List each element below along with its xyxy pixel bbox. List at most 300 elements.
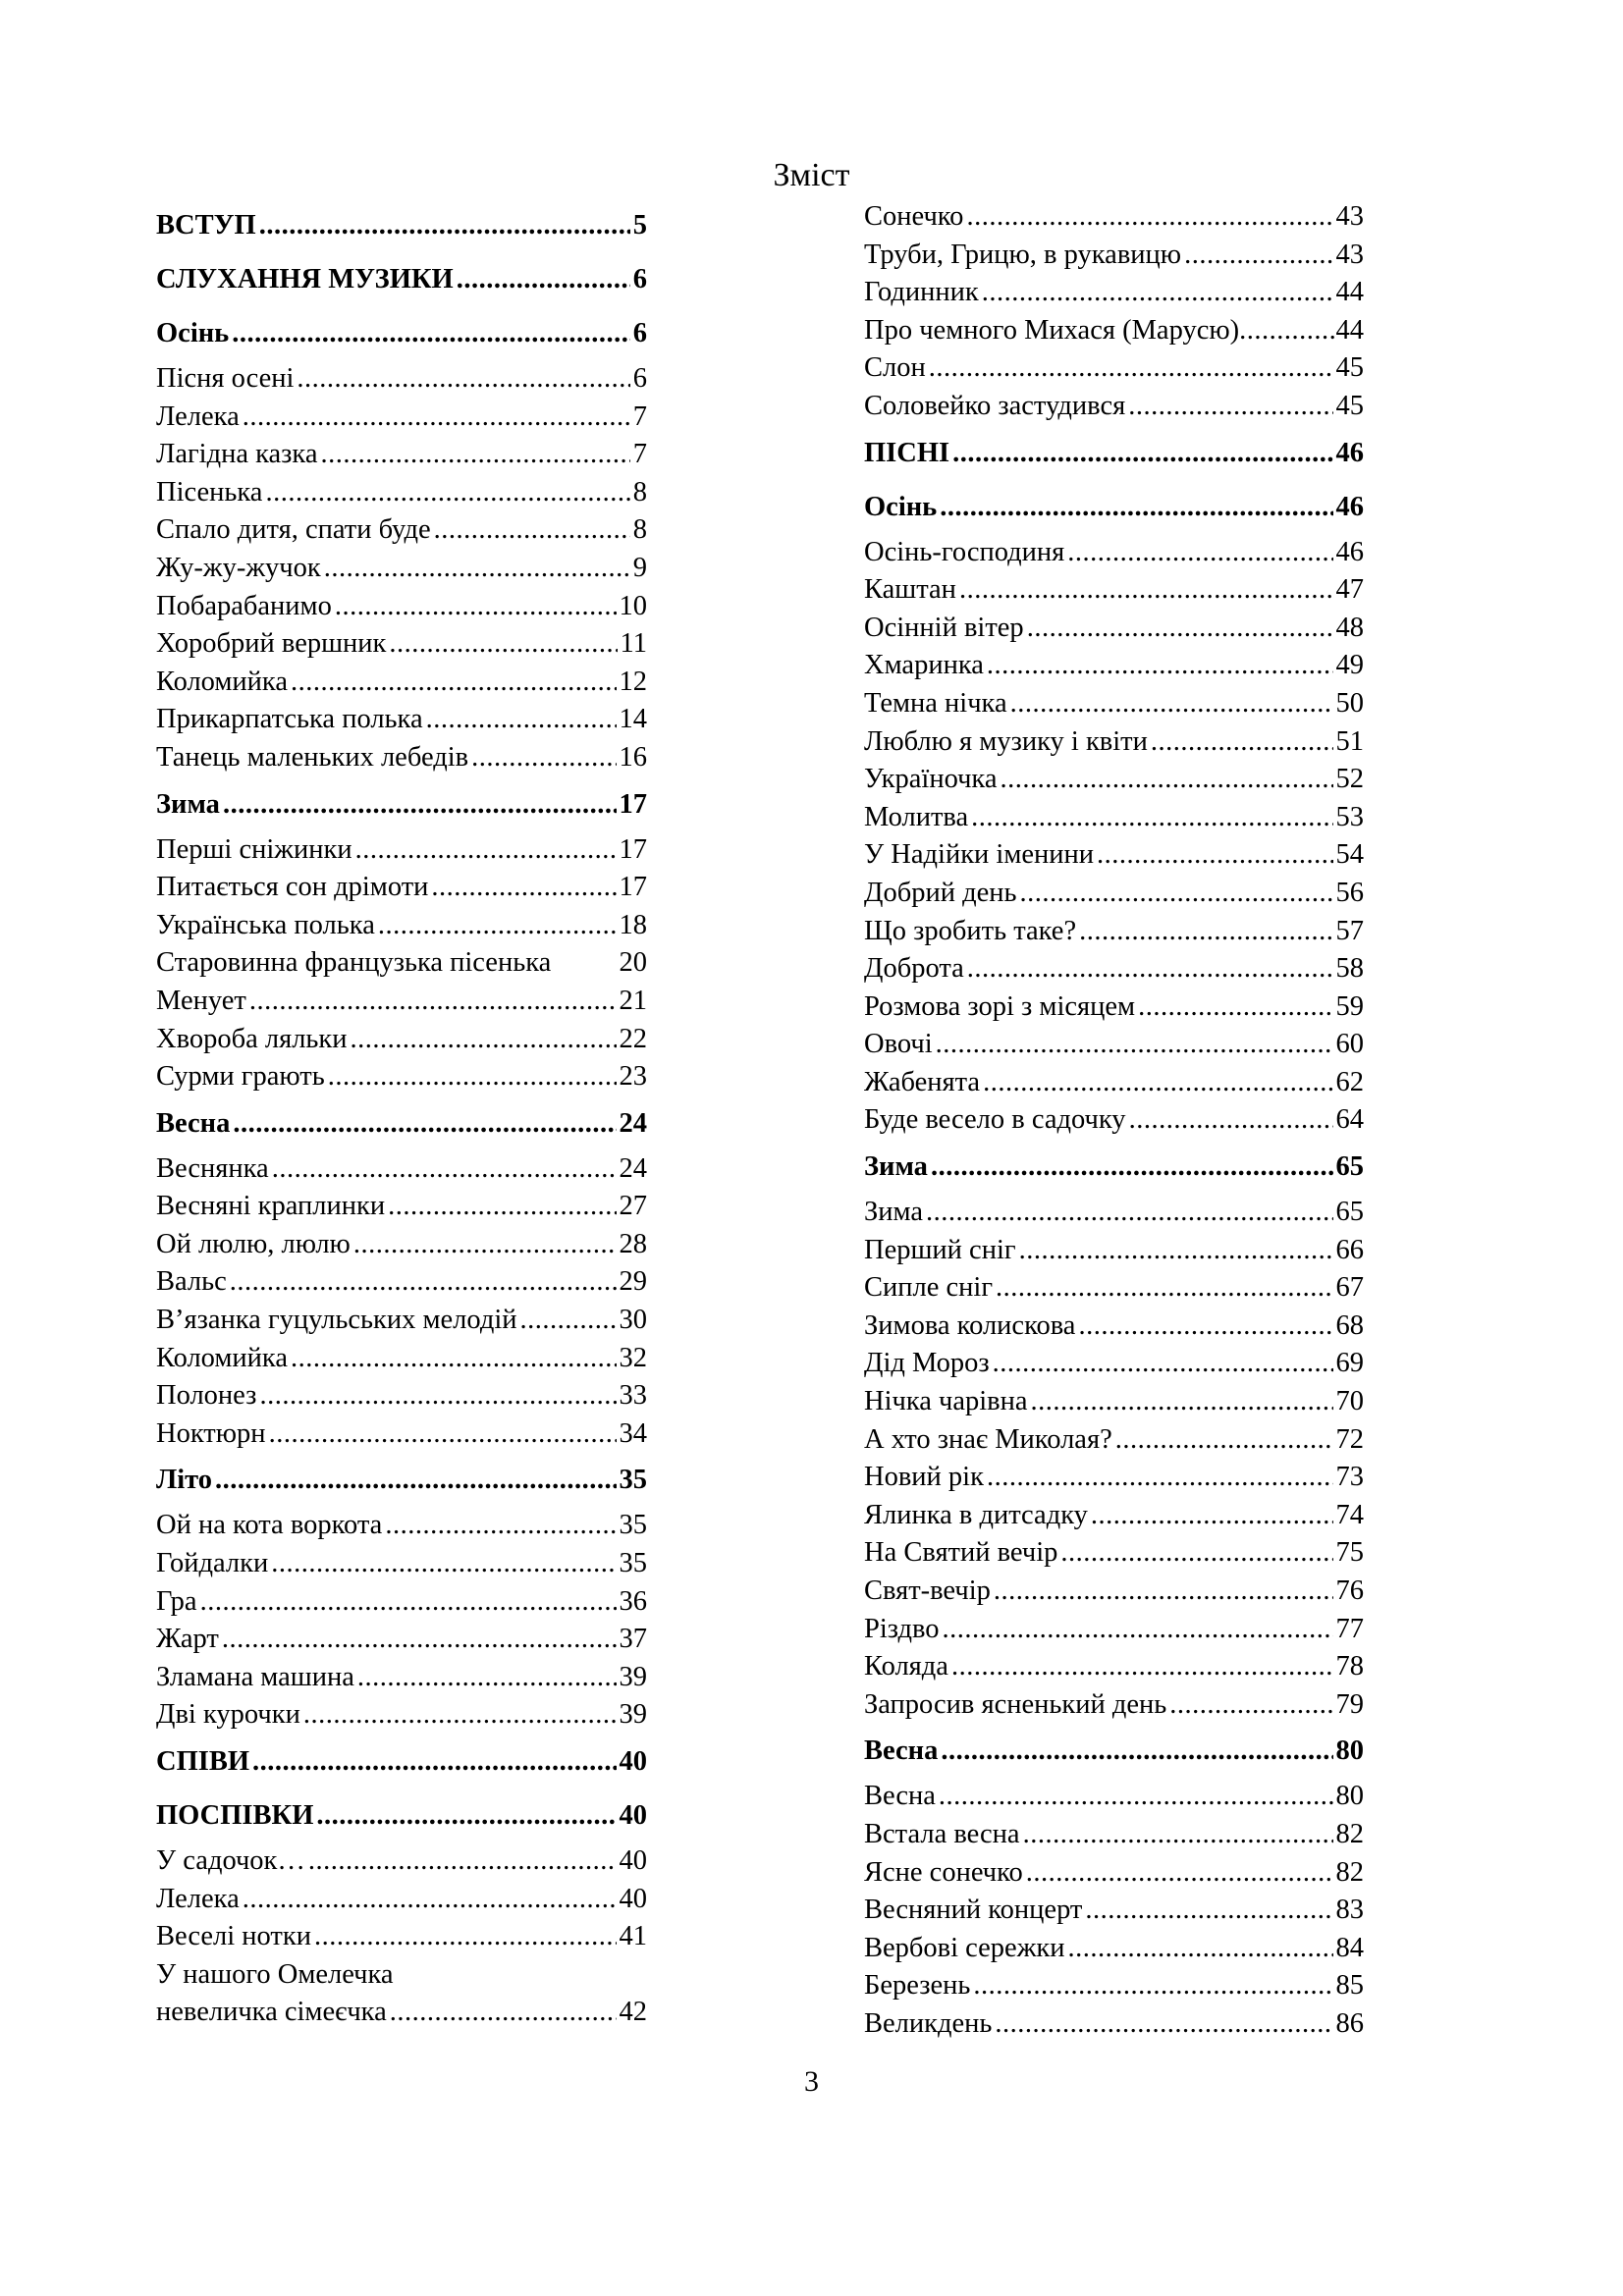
toc-entry-title: Молитва	[864, 801, 969, 832]
toc-section-heading[interactable]	[156, 1096, 647, 1150]
toc-entry-title: Дві курочки	[156, 1699, 300, 1731]
toc-entry-title: Хвороба ляльки	[156, 1023, 348, 1054]
toc-entry-page: 28	[619, 1228, 647, 1259]
toc-entry-page: 42	[619, 1997, 647, 2028]
toc-leader-dots	[1068, 1930, 1333, 1968]
toc-leader-dots	[1169, 1686, 1332, 1725]
toc-leader-dots	[272, 1150, 617, 1189]
toc-entry[interactable]	[864, 1232, 1364, 1270]
toc-entry-page: 50	[1335, 687, 1364, 719]
toc-leader-dots	[931, 1140, 1333, 1194]
toc-entry[interactable]	[156, 869, 647, 907]
toc-entry[interactable]	[864, 610, 1364, 648]
toc-section-heading[interactable]	[156, 198, 647, 252]
toc-entry-title: Ялинка в дитсадку	[864, 1499, 1088, 1530]
toc-leader-dots	[314, 1918, 617, 1956]
toc-entry[interactable]	[864, 1573, 1364, 1611]
toc-entry-title: Осінь	[864, 491, 938, 522]
toc-entry-page: 35	[619, 1510, 647, 1541]
toc-entry-page: 66	[1335, 1234, 1364, 1265]
toc-entry[interactable]	[156, 436, 647, 474]
toc-entry[interactable]	[864, 1686, 1364, 1725]
toc-entry-title: Зимова колискова	[864, 1309, 1076, 1341]
toc-section-heading[interactable]	[864, 426, 1364, 480]
toc-entry-title: Труби, Грицю, в рукавицю	[864, 239, 1182, 270]
toc-leader-dots	[357, 1659, 617, 1697]
toc-entry-page: 22	[619, 1023, 647, 1054]
toc-leader-dots	[426, 701, 617, 739]
toc-entry-title: Осінь-господиня	[864, 536, 1065, 567]
toc-leader-dots	[222, 1621, 617, 1659]
toc-entry[interactable]	[156, 1340, 647, 1378]
toc-entry[interactable]	[864, 1816, 1364, 1854]
toc-leader-dots	[983, 1064, 1332, 1102]
toc-entry[interactable]	[156, 1583, 647, 1622]
toc-section-heading[interactable]	[864, 1140, 1364, 1194]
toc-entry-page: 62	[1335, 1066, 1364, 1097]
toc-entry-page: 29	[619, 1266, 647, 1298]
toc-leader-dots	[1010, 685, 1333, 723]
toc-entry-title: ПОСПІВКИ	[156, 1800, 314, 1831]
toc-entry[interactable]	[156, 550, 647, 588]
toc-leader-dots	[328, 1058, 617, 1096]
toc-entry[interactable]	[864, 875, 1364, 913]
toc-entry-page: 65	[1335, 1197, 1364, 1228]
toc-entry-title: Лагідна казка	[156, 439, 318, 470]
toc-entry[interactable]	[864, 1064, 1364, 1102]
toc-entry[interactable]	[156, 1058, 647, 1096]
toc-entry[interactable]	[156, 944, 647, 983]
toc-leader-dots	[249, 983, 617, 1021]
toc-entry[interactable]	[864, 274, 1364, 312]
toc-entry-title: Вальс	[156, 1266, 227, 1298]
toc-entry[interactable]	[156, 1696, 647, 1735]
toc-entry-title: А хто знає Миколая?	[864, 1423, 1112, 1455]
toc-leader-dots	[434, 511, 630, 550]
toc-section-heading[interactable]	[156, 777, 647, 831]
toc-entry[interactable]	[156, 739, 647, 777]
toc-entry-page: 40	[619, 1845, 647, 1876]
toc-entry-page: 6	[632, 264, 647, 294]
toc-entry-page: 74	[1335, 1499, 1364, 1530]
toc-entry[interactable]	[156, 1918, 647, 1956]
toc-entry[interactable]	[864, 1930, 1364, 1968]
toc-entry-page: 14	[619, 704, 647, 735]
toc-leader-dots	[316, 1789, 616, 1842]
toc-entry[interactable]	[156, 664, 647, 702]
toc-leader-dots	[1151, 723, 1333, 762]
toc-section-heading[interactable]	[864, 1724, 1364, 1778]
toc-entry[interactable]	[864, 799, 1364, 837]
toc-entry-page: 86	[1335, 2007, 1364, 2039]
toc-leader-dots	[1129, 1101, 1333, 1140]
toc-column-left	[156, 198, 647, 2032]
toc-entry-page: 82	[1335, 1856, 1364, 1888]
toc-entry-title: У садочок…	[156, 1845, 305, 1876]
toc-leader-dots	[1239, 312, 1335, 350]
toc-entry-page: 75	[1335, 1537, 1364, 1569]
toc-entry-page: 40	[619, 1800, 647, 1831]
toc-entry-page: 83	[1335, 1895, 1364, 1926]
toc-entry-page: 43	[1335, 201, 1364, 232]
toc-entry-page: 5	[632, 210, 647, 240]
toc-leader-dots	[351, 1021, 617, 1059]
toc-entry-title: Весняні краплинки	[156, 1191, 386, 1222]
toc-leader-dots	[324, 550, 630, 588]
toc-leader-dots	[378, 907, 617, 945]
toc-entry-page: 67	[1335, 1272, 1364, 1304]
toc-entry-page: 51	[1335, 725, 1364, 757]
toc-leader-dots	[952, 426, 1332, 480]
toc-entry-title: Менует	[156, 985, 246, 1016]
toc-entry-title: Каштан	[864, 574, 956, 606]
toc-entry-page: 45	[1335, 390, 1364, 421]
toc-entry-title: Люблю я музику і квіти	[864, 725, 1148, 757]
toc-leader-dots	[520, 1302, 617, 1340]
toc-leader-dots	[388, 1188, 616, 1226]
toc-entry[interactable]	[864, 571, 1364, 610]
toc-entry[interactable]	[156, 511, 647, 550]
toc-entry[interactable]	[864, 685, 1364, 723]
toc-leader-dots	[987, 1459, 1333, 1497]
toc-entry-page: 35	[619, 1548, 647, 1579]
toc-entry[interactable]	[864, 1854, 1364, 1893]
toc-entry-title: Березень	[864, 1970, 971, 2002]
toc-entry[interactable]	[864, 950, 1364, 988]
toc-entry-page: 39	[619, 1661, 647, 1692]
toc-entry-title: Літо	[156, 1465, 213, 1496]
toc-entry-title: Весна	[156, 1107, 231, 1139]
toc-entry[interactable]	[864, 1308, 1364, 1346]
toc-entry-title: Побарабанимо	[156, 590, 332, 621]
toc-entry-page: 68	[1335, 1309, 1364, 1341]
toc-entry[interactable]	[156, 1302, 647, 1340]
toc-entry-title: Вербові сережки	[864, 1932, 1065, 1963]
toc-entry-page: 69	[1335, 1348, 1364, 1379]
toc-leader-dots	[1031, 1383, 1333, 1421]
toc-leader-dots	[385, 1507, 616, 1545]
toc-entry-title: Весна	[864, 1735, 939, 1767]
toc-entry[interactable]	[156, 360, 647, 399]
toc-leader-dots	[1019, 1232, 1333, 1270]
toc-entry-page: 60	[1335, 1029, 1364, 1060]
toc-entry-title: Прикарпатська полька	[156, 704, 423, 735]
toc-entry-title: СПІВИ	[156, 1746, 250, 1777]
toc-entry-title: Осінній вітер	[864, 612, 1024, 643]
toc-entry-title: ПІСНІ	[864, 437, 950, 468]
toc-leader-dots	[355, 831, 617, 870]
toc-section-heading[interactable]	[156, 1735, 647, 1789]
toc-entry-title: Нічка чарівна	[864, 1386, 1028, 1417]
toc-entry-page: 35	[619, 1465, 647, 1496]
toc-leader-dots	[431, 869, 616, 907]
toc-entry[interactable]	[156, 1150, 647, 1189]
toc-entry-page: 46	[1335, 536, 1364, 567]
toc-entry-page: 37	[619, 1624, 647, 1655]
toc-entry[interactable]	[864, 1383, 1364, 1421]
toc-entry-page: 33	[619, 1380, 647, 1412]
toc-entry-page: 72	[1335, 1423, 1364, 1455]
toc-entry[interactable]	[156, 1415, 647, 1454]
toc-entry-page: 47	[1335, 574, 1364, 606]
toc-entry[interactable]	[864, 1611, 1364, 1649]
toc-leader-dots	[1060, 1534, 1332, 1573]
toc-leader-dots	[929, 349, 1333, 388]
toc-entry-title: Слон	[864, 352, 926, 384]
toc-leader-dots	[389, 625, 617, 664]
toc-entry-page: 7	[632, 439, 647, 470]
toc-entry-page: 6	[632, 363, 647, 394]
toc-entry-page: 34	[619, 1417, 647, 1449]
toc-entry[interactable]	[864, 1534, 1364, 1573]
toc-entry-page: 39	[619, 1699, 647, 1731]
toc-entry[interactable]	[864, 988, 1364, 1027]
toc-leader-dots	[353, 1226, 617, 1264]
toc-entry[interactable]	[864, 836, 1364, 875]
toc-entry-title: Зима	[864, 1151, 928, 1183]
toc-entry[interactable]	[864, 198, 1364, 237]
toc-entry-title: Зима	[864, 1197, 924, 1228]
toc-leader-dots	[994, 1573, 1333, 1611]
page-title: Зміст	[773, 157, 850, 193]
toc-entry-title: Сонечко	[864, 201, 964, 232]
toc-entry[interactable]	[864, 1892, 1364, 1930]
toc-entry[interactable]	[156, 1842, 647, 1881]
toc-entry-page: 65	[1335, 1151, 1364, 1183]
toc-entry-title: Українська полька	[156, 909, 375, 940]
toc-entry-page: 58	[1335, 953, 1364, 985]
toc-entry[interactable]	[864, 1648, 1364, 1686]
toc-entry[interactable]	[156, 907, 647, 945]
toc-leader-dots	[967, 950, 1333, 988]
toc-entry-page: 40	[619, 1883, 647, 1914]
toc-entry[interactable]	[156, 1188, 647, 1226]
toc-leader-dots	[973, 1967, 1332, 2005]
toc-section-heading[interactable]	[156, 306, 647, 360]
toc-entry-title: СЛУХАННЯ МУЗИКИ	[156, 264, 454, 294]
toc-column-right	[864, 198, 1364, 2044]
toc-entry[interactable]	[156, 399, 647, 437]
toc-entry[interactable]	[864, 723, 1364, 762]
toc-entry-page: 64	[1335, 1104, 1364, 1136]
toc-leader-dots	[1067, 534, 1332, 572]
toc-leader-dots	[1079, 913, 1332, 951]
toc-entry[interactable]	[156, 1621, 647, 1659]
toc-leader-dots	[215, 1453, 616, 1507]
toc-entry-title: Про чемного Михася (Марусю)	[864, 314, 1240, 346]
toc-leader-dots	[471, 739, 616, 777]
toc-entry-page: 17	[619, 788, 647, 820]
toc-leader-dots	[1085, 1892, 1332, 1930]
toc-entry[interactable]	[864, 312, 1364, 350]
toc-entry-page: 46	[1335, 437, 1364, 468]
toc-entry-page: 44	[1335, 314, 1364, 346]
toc-entry-title: Весняний концерт	[864, 1895, 1083, 1926]
toc-leader-dots	[940, 480, 1332, 534]
toc-entry-page: 24	[619, 1152, 647, 1184]
toc-leader-dots	[303, 1696, 617, 1735]
toc-entry-title: Старовинна французька пісенька	[156, 947, 552, 979]
toc-entry-title: Ясне сонечко	[864, 1856, 1023, 1888]
toc-entry[interactable]	[864, 1026, 1364, 1064]
toc-leader-dots	[233, 1096, 616, 1150]
toc-entry[interactable]	[156, 983, 647, 1021]
toc-entry-page: 80	[1335, 1735, 1364, 1767]
toc-entry-title: Жарт	[156, 1624, 219, 1655]
toc-entry[interactable]	[156, 831, 647, 870]
page-number: 3	[804, 2065, 819, 2098]
toc-entry[interactable]	[864, 1194, 1364, 1232]
toc-entry[interactable]	[156, 1226, 647, 1264]
toc-section-heading[interactable]	[156, 1453, 647, 1507]
toc-leader-dots	[259, 1377, 616, 1415]
toc-entry-title: Осінь	[156, 318, 230, 348]
toc-leader-dots	[297, 360, 629, 399]
toc-entry[interactable]	[864, 1345, 1364, 1383]
toc-entry-title: Сипле сніг	[864, 1272, 994, 1304]
toc-entry-page: 9	[632, 552, 647, 583]
toc-leader-dots	[996, 1269, 1332, 1308]
toc-leader-dots	[1128, 388, 1332, 426]
toc-entry-page: 53	[1335, 801, 1364, 832]
toc-entry-title: У Надійки іменини	[864, 839, 1095, 871]
toc-entry-title: Зима	[156, 788, 220, 820]
toc-entry[interactable]	[156, 1545, 647, 1583]
toc-entry-title: Жу-жу-жучок	[156, 552, 321, 583]
toc-entry[interactable]	[156, 1377, 647, 1415]
toc-entry[interactable]	[864, 1967, 1364, 2005]
toc-entry[interactable]	[864, 1101, 1364, 1140]
toc-entry-page: 57	[1335, 915, 1364, 946]
toc-entry-page: 70	[1335, 1386, 1364, 1417]
toc-entry[interactable]	[156, 1994, 647, 2032]
toc-entry-page: 48	[1335, 612, 1364, 643]
toc-entry-title: Гра	[156, 1585, 197, 1617]
toc-entry-title: Пісня осені	[156, 363, 295, 394]
toc-leader-dots	[1001, 761, 1333, 799]
toc-entry-title: ВСТУП	[156, 210, 256, 240]
toc-entry-page: 18	[619, 909, 647, 940]
toc-leader-dots	[1019, 875, 1332, 913]
toc-entry[interactable]	[156, 1021, 647, 1059]
toc-entry[interactable]	[156, 474, 647, 512]
toc-leader-dots	[951, 1648, 1333, 1686]
toc-entry-page: 56	[1335, 877, 1364, 908]
toc-entry-title: Весна	[864, 1781, 936, 1812]
toc-entry-title: Спало дитя, спати буде	[156, 514, 431, 546]
toc-entry[interactable]	[864, 534, 1364, 572]
toc-entry[interactable]	[864, 2005, 1364, 2044]
toc-entry-continuation: У нашого Омелечка	[156, 1958, 394, 1990]
toc-entry-page: 23	[619, 1061, 647, 1093]
toc-entry-title: Танець маленьких лебедів	[156, 741, 469, 773]
toc-entry-page: 79	[1335, 1688, 1364, 1720]
toc-entry-title: Пісенька	[156, 476, 263, 507]
toc-entry-page: 36	[619, 1585, 647, 1617]
toc-entry-title: Дід Мороз	[864, 1348, 990, 1379]
toc-section-heading[interactable]	[864, 480, 1364, 534]
toc-entry[interactable]	[156, 1659, 647, 1697]
toc-entry-title: Веселі нотки	[156, 1921, 311, 1952]
toc-entry[interactable]	[156, 625, 647, 664]
toc-leader-dots	[1026, 1854, 1333, 1893]
toc-entry-title: Овочі	[864, 1029, 933, 1060]
toc-entry[interactable]	[864, 1778, 1364, 1816]
toc-entry-page: 20	[619, 947, 647, 979]
toc-section-heading[interactable]	[156, 1789, 647, 1842]
toc-entry-title: Питається сон дрімоти	[156, 872, 429, 903]
toc-entry-title: Що зробить таке?	[864, 915, 1077, 946]
toc-entry[interactable]	[864, 1459, 1364, 1497]
toc-entry-title: Коляда	[864, 1651, 948, 1682]
toc-leader-dots	[321, 436, 630, 474]
toc-entry[interactable]	[864, 761, 1364, 799]
toc-entry-page: 41	[619, 1921, 647, 1952]
toc-entry-page: 49	[1335, 650, 1364, 681]
toc-entry-page: 84	[1335, 1932, 1364, 1963]
toc-entry-page: 43	[1335, 239, 1364, 270]
toc-entry-title: Сурми грають	[156, 1061, 325, 1093]
toc-leader-dots	[926, 1194, 1332, 1232]
toc-entry-title: В’язанка гуцульських мелодій	[156, 1305, 517, 1336]
toc-leader-dots	[291, 664, 617, 702]
toc-entry[interactable]	[156, 1507, 647, 1545]
toc-leader-dots	[243, 1881, 617, 1919]
toc-entry-page: 16	[619, 741, 647, 773]
toc-leader-dots	[1184, 237, 1332, 275]
toc-leader-dots	[230, 1263, 617, 1302]
toc-entry[interactable]	[864, 388, 1364, 426]
toc-leader-dots	[1138, 988, 1332, 1027]
toc-leader-dots	[232, 306, 630, 360]
toc-entry-page: 27	[619, 1191, 647, 1222]
toc-entry[interactable]	[864, 349, 1364, 388]
toc-entry-title: На Святий вечір	[864, 1537, 1058, 1569]
toc-entry-title: Перші сніжинки	[156, 833, 352, 865]
toc-entry[interactable]	[156, 588, 647, 626]
toc-leader-dots	[271, 1545, 616, 1583]
toc-entry[interactable]	[156, 1263, 647, 1302]
toc-section-heading[interactable]	[156, 252, 647, 306]
toc-entry-title: Зламана машина	[156, 1661, 354, 1692]
toc-entry[interactable]	[864, 647, 1364, 685]
toc-entry-title: Розмова зорі з місяцем	[864, 990, 1136, 1022]
toc-entry-page: 82	[1335, 1818, 1364, 1849]
toc-leader-dots	[995, 2005, 1332, 2044]
toc-leader-dots	[269, 1415, 617, 1454]
toc-entry-title: Жабенята	[864, 1066, 981, 1097]
toc-entry-title: Ой люлю, люлю	[156, 1228, 351, 1259]
toc-entry-page: 52	[1335, 764, 1364, 795]
toc-entry[interactable]	[156, 1881, 647, 1919]
toc-entry-page: 6	[632, 318, 647, 348]
toc-entry[interactable]	[864, 1421, 1364, 1460]
toc-leader-dots	[1115, 1421, 1333, 1460]
toc-entry-page: 78	[1335, 1651, 1364, 1682]
toc-leader-dots	[252, 1735, 616, 1789]
toc-entry-page: 10	[619, 590, 647, 621]
toc-entry-title: Веснянка	[156, 1152, 269, 1184]
toc-entry[interactable]	[864, 1269, 1364, 1308]
toc-entry[interactable]	[864, 237, 1364, 275]
toc-entry[interactable]	[156, 701, 647, 739]
toc-entry-title: Запросив ясненький день	[864, 1688, 1167, 1720]
toc-leader-dots	[941, 1724, 1332, 1778]
toc-entry[interactable]	[864, 913, 1364, 951]
toc-entry[interactable]	[864, 1497, 1364, 1535]
toc-entry-page: 12	[619, 666, 647, 697]
toc-entry-page: 46	[1335, 491, 1364, 522]
